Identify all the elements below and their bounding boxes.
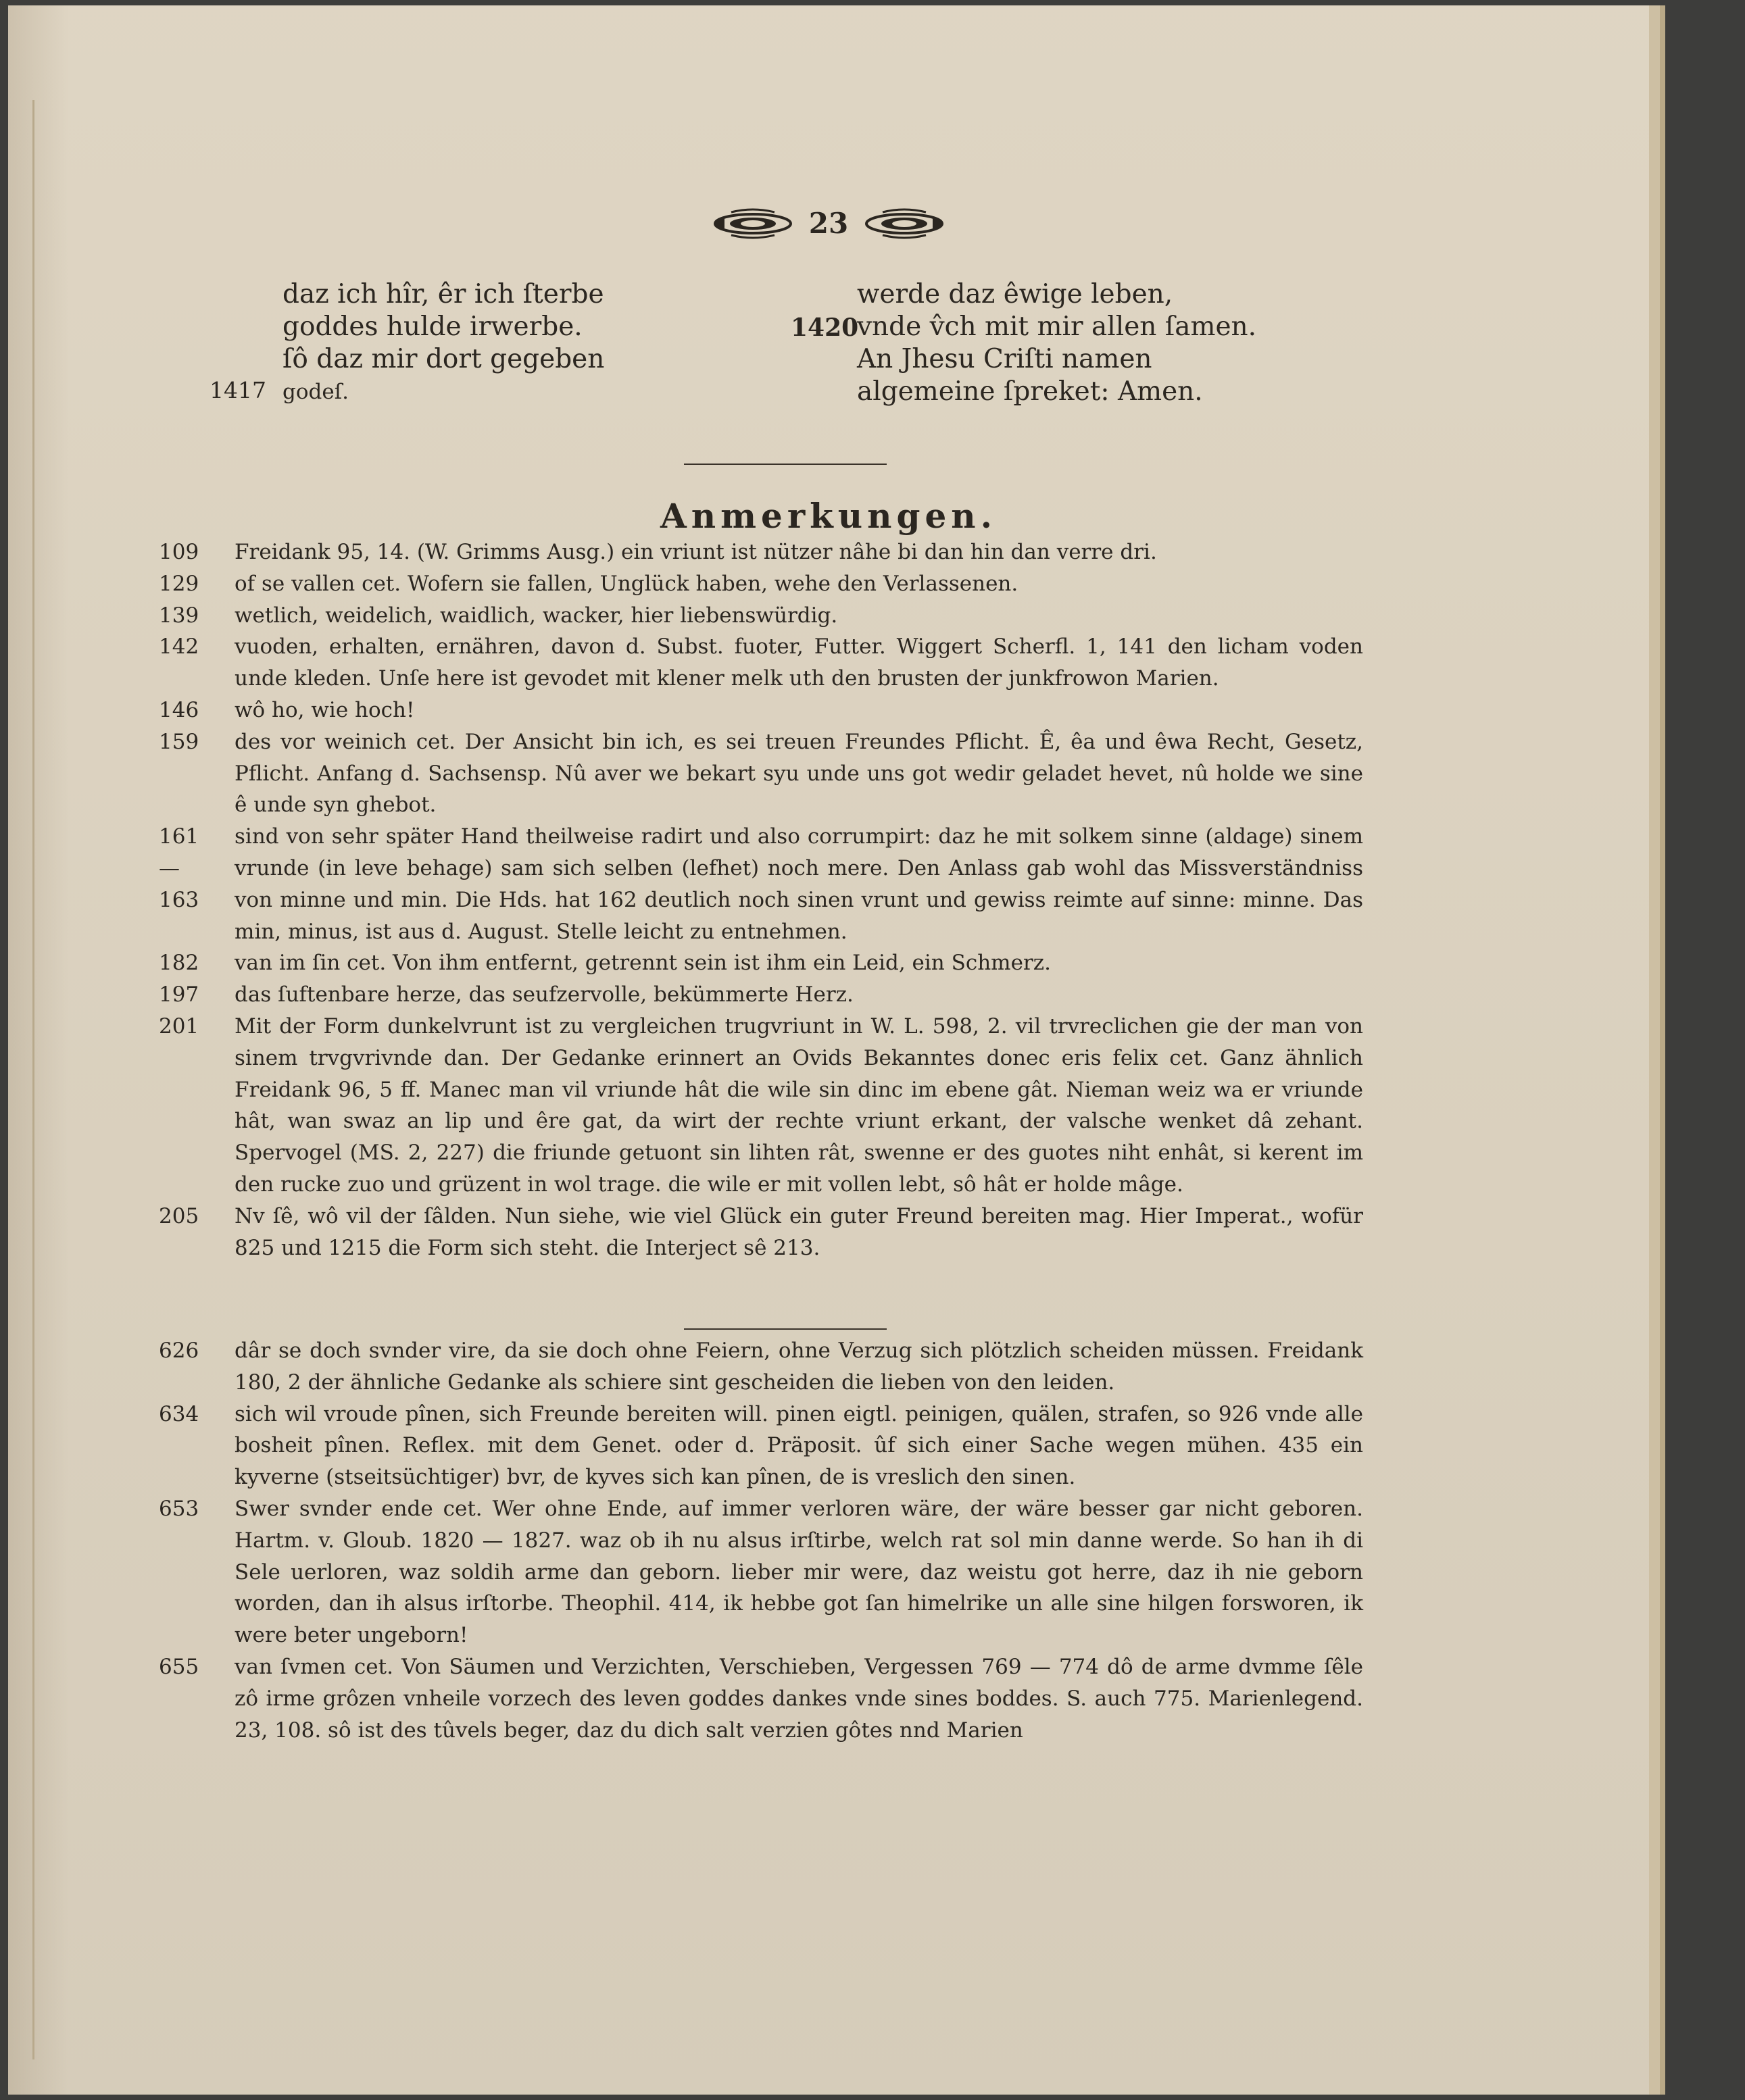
note-text: van im ſin cet. Von ihm entfernt, getrennt sein ist ihm ein Leid, ein Schmerz.: [235, 951, 1051, 976]
note-entry: [159, 536, 1363, 568]
note-verse-number: 109: [159, 540, 199, 564]
page-edge-shadow: [1660, 5, 1665, 2095]
note-verse-number: 197: [159, 982, 199, 1007]
notes-heading: Anmerkungen.: [660, 496, 998, 536]
verse-right-column: [857, 278, 1256, 408]
note-verse-number: 159: [159, 729, 199, 754]
note-text: des vor weinich cet. Der Ansicht bin ich, es sei treuen Freundes Pflicht. Ê, êa und êwa Recht, Gesetz, Pflicht. Anfang d. Sachsensp. Nû aver we bekart syu unde uns got wedir geladet hevet, nû holde we sine ê unde syn ghebot.: [235, 729, 1363, 818]
note-verse-number: 139: [159, 603, 199, 628]
note-text: Swer svnder ende cet. Wer ohne Ende, auf immer verloren wäre, der wäre besser gar nicht geboren. Hartm. v. Gloub. 1820 — 1827. waz ob ih nu alsus irſtirbe, welch rat sol min danne werde. So han ih di Sele uerloren, waz soldih arme dan geborn. lieber mir were, daz weistu got herre, daz ih nie geborn worden, dan ih alsus irſtorbe. Theophil. 414, ik hebbe got ſan himelrike un alle sine hilgen forsworen, ik were beter ungeborn!: [235, 1496, 1363, 1648]
right-ornament-icon: [865, 208, 946, 239]
note-entry: [159, 947, 1363, 979]
verse-left-column: [282, 278, 604, 408]
note-text: vuoden, erhalten, ernähren, davon d. Subst. fuoter, Futter. Wiggert Scherfl. 1, 141 den licham voden unde kleden. Unſe here ist gevodet mit klener melk uth den brusten der junkfrowon Marien.: [235, 634, 1363, 691]
verse-line-number: 1417: [210, 377, 266, 403]
note-entry: [159, 1201, 1363, 1264]
note-text: sich wil vroude pînen, sich Freunde bereiten will. pinen eigtl. peinigen, quälen, strafen, so 926 vnde alle bosheit pînen. Reflex. mit dem Genet. oder d. Präposit. ûf sich einer Sache wegen mühen. 435 ein kyverne (stseitsüchtiger) bvr, de kyves sich kan pînen, de is vreslich den sinen.: [235, 1401, 1363, 1490]
binding-shadow: [32, 100, 41, 2059]
section-divider: [684, 464, 887, 465]
note-verse-number: 201: [159, 1014, 199, 1039]
note-text: dâr se doch svnder vire, da sie doch ohne Feiern, ohne Verzug sich plötzlich scheiden müssen. Freidank 180, 2 der ähnliche Gedanke als schiere sint gescheiden die lieben von den leiden.: [235, 1339, 1363, 1395]
note-verse-number: 182: [159, 951, 199, 976]
note-entry: [159, 600, 1363, 632]
verse-line: An Jhesu Criſti namen: [857, 344, 1152, 374]
note-entry: [159, 695, 1363, 726]
note-verse-number: 129: [159, 571, 199, 596]
note-entry: [159, 1011, 1363, 1201]
note-text: sind von sehr später Hand theilweise radirt und also corrumpirt: daz he mit solkem sinne (aldage) sinem vrunde (in leve behage) sam sich selben (lefhet) noch mere. Den Anlass gab wohl das Missverständniss von minne und min. Die Hds. hat 162 deutlich noch sinen vrunt und gewiss reimte auf sinne: minne. Das min, minus, ist aus d. August. Stelle leicht zu entnehmen.: [235, 824, 1363, 944]
note-entry: [159, 1493, 1363, 1651]
notes-upper: [159, 536, 1363, 1264]
note-text: of se vallen cet. Wofern sie fallen, Unglück haben, wehe den Verlassenen.: [235, 571, 1018, 596]
note-verse-number: 161 — 163: [159, 824, 199, 912]
book-page: [8, 5, 1649, 2095]
note-text: wô ho, wie hoch!: [235, 697, 415, 722]
note-entry: [159, 726, 1363, 821]
note-entry: [159, 1399, 1363, 1493]
note-entry: [159, 979, 1363, 1011]
note-entry: [159, 1651, 1363, 1746]
section-divider: [684, 1328, 887, 1330]
note-verse-number: 653: [159, 1496, 199, 1521]
note-verse-number: 142: [159, 634, 199, 659]
verse-line: godeſ.: [282, 380, 349, 404]
verse-line: algemeine ſpreket: Amen.: [857, 376, 1203, 407]
note-entry: [159, 1335, 1363, 1399]
note-text: Mit der Form dunkelvrunt ist zu vergleichen trugvriunt in W. L. 598, 2. vil trvreclichen gie der man von sinem trvgvrivnde dan. Der Gedanke erinnert an Ovids Bekanntes donec eris felix cet. Ganz ähnlich Freidank 96, 5 ff. Manec man vil vriunde hât die wile sin dinc im ebene gât. Nieman weiz wa er vriunde hât, wan swaz an lip und êre gat, da wirt der rechte vriunt erkant, der valsche wenket dâ zehant. Spervogel (MS. 2, 227) die friunde getuont sin lihten rât, swenne er des guotes niht enhât, si kerent im den rucke zuo und grüzent in wol trage. die wile er mit vollen lebt, sô hât er holde mâge.: [235, 1014, 1363, 1197]
note-text: wetlich, weidelich, waidlich, wacker, hier liebenswürdig.: [235, 603, 838, 628]
note-verse-number: 634: [159, 1401, 199, 1426]
note-entry: [159, 821, 1363, 947]
page-number: 23: [808, 207, 849, 240]
note-verse-number: 146: [159, 697, 199, 722]
note-verse-number: 655: [159, 1654, 199, 1679]
note-text: das ſuftenbare herze, das seufzervolle, bekümmerte Herz.: [235, 982, 854, 1007]
note-text: van ſvmen cet. Von Säumen und Verzichten, Verschieben, Vergessen 769 — 774 dô de arme dvmme ſêle zô irme grôzen vnheile vorzech des leven goddes dankes vnde sines boddes. S. auch 775. Marienlegend. 23, 108. sô ist des tûvels beger, daz du dich salt verzien gôtes nnd Marien: [235, 1654, 1363, 1743]
verse-line: goddes hulde irwerbe.: [282, 311, 583, 342]
page-header: [8, 207, 1649, 240]
verse-line: werde daz êwige leben,: [857, 279, 1173, 309]
note-text: Freidank 95, 14. (W. Grimms Ausg.) ein vriunt ist nützer nâhe bi dan hin dan verre dri.: [235, 540, 1157, 564]
notes-lower: [159, 1335, 1363, 1746]
note-entry: [159, 631, 1363, 695]
note-verse-number: 205: [159, 1203, 199, 1228]
verse-line-number: 1420: [791, 314, 859, 342]
verse-line: daz ich hîr, êr ich ſterbe: [282, 279, 604, 309]
note-entry: [159, 568, 1363, 600]
left-ornament-icon: [711, 208, 792, 239]
note-text: Nv ſê, wô vil der ſâlden. Nun siehe, wie viel Glück ein guter Freund bereiten mag. Hier Imperat., wofür 825 und 1215 die Form sich steht. die Interject sê 213.: [235, 1203, 1363, 1260]
verse-line: ſô daz mir dort gegeben: [282, 344, 605, 374]
page-edge: [1649, 5, 1660, 2095]
verse-line: vnde v̂ch mit mir allen ſamen.: [857, 311, 1257, 342]
note-verse-number: 626: [159, 1339, 199, 1363]
